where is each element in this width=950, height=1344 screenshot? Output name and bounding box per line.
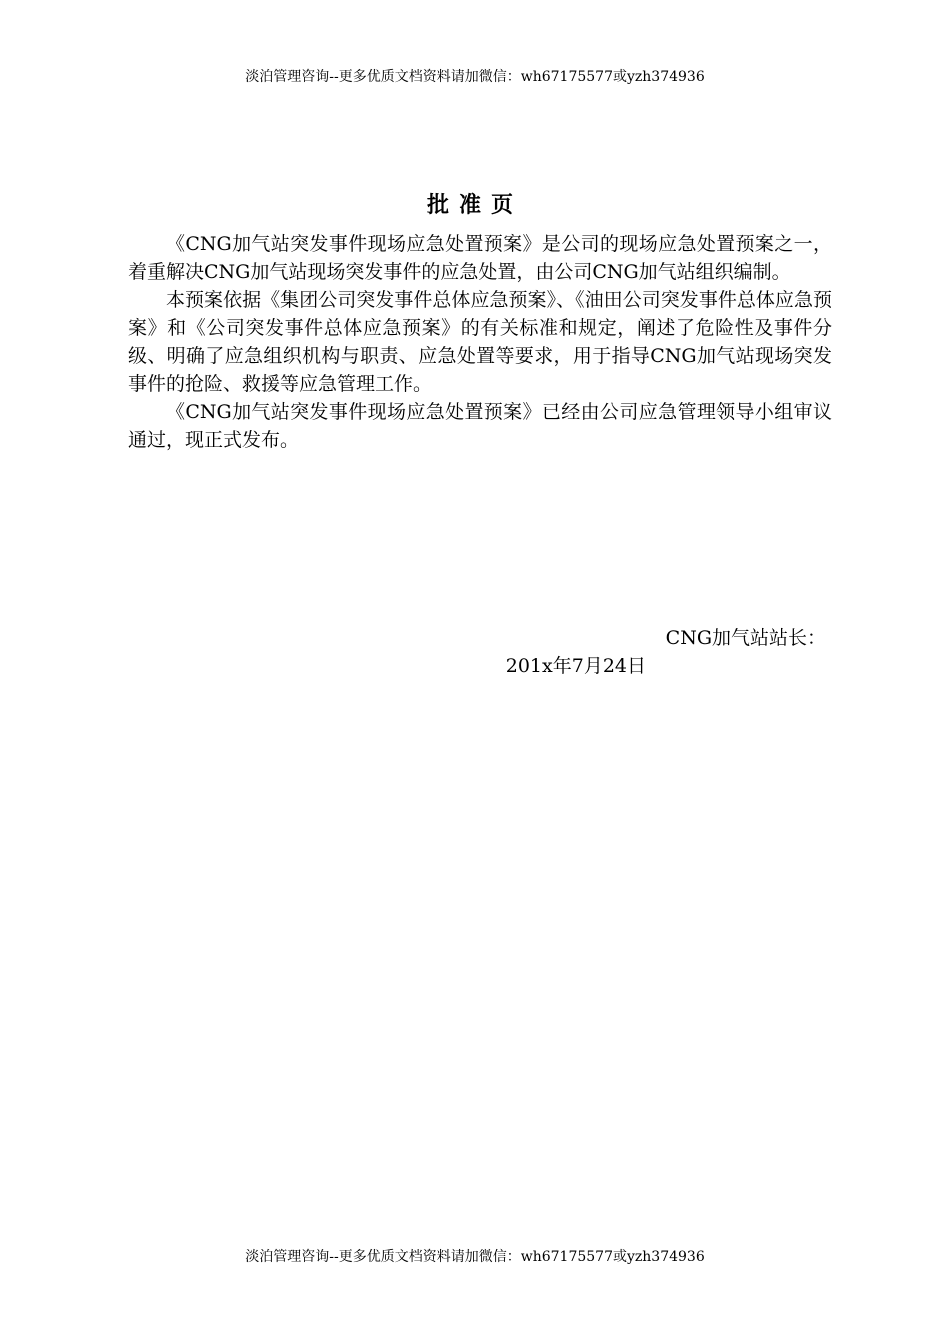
page-title: 批准页: [426, 193, 523, 218]
page-footer-note: 淡泊管理咨询--更多优质文档资料请加微信：wh67175577或yzh374936: [245, 1249, 705, 1265]
page-header-note: 淡泊管理咨询--更多优质文档资料请加微信：wh67175577或yzh374936: [245, 69, 705, 85]
paragraph-basis: 本预案依据《集团公司突发事件总体应急预案》、《油田公司突发事件总体应急预案》和《公司突发事件总体应急预案》的有关标准和规定，阐述了危险性及事件分级、明确了应急组织机构与职责、应急处置等要求，用于指导CNG加气站现场突发事件的抢险、救援等应急管理工作。: [128, 289, 832, 395]
paragraph-intro: 《CNG加气站突发事件现场应急处置预案》是公司的现场应急处置预案之一，着重解决CNG加气站现场突发事件的应急处置，由公司CNG加气站组织编制。: [128, 233, 832, 283]
signature-role: CNG加气站站长：: [665, 627, 826, 649]
paragraph-approval: 《CNG加气站突发事件现场应急处置预案》已经由公司应急管理领导小组审议通过，现正式发布。: [128, 401, 832, 451]
signature-date: 201x年7月24日: [505, 655, 646, 677]
document-body: [128, 230, 832, 454]
